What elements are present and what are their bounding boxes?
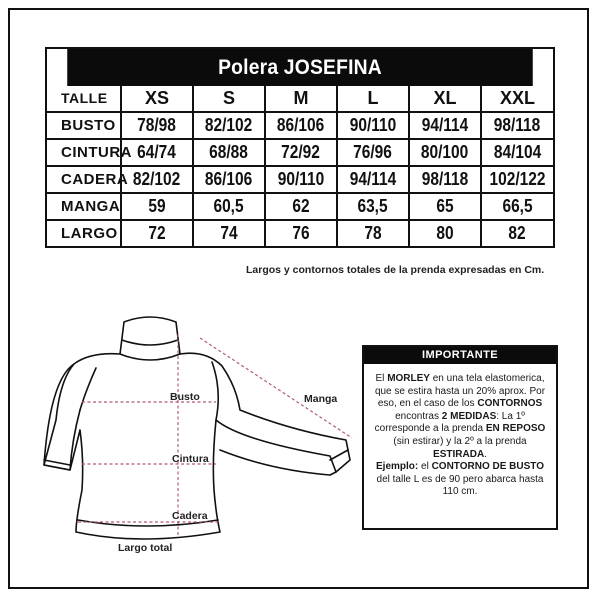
cell-value: 90/110 [349,115,397,135]
table-cell [409,112,481,139]
info-text: . [484,448,487,460]
cadera-label: Cadera [172,510,208,522]
chart-title: Polera JOSEFINA [67,49,533,86]
cell-value: 94/114 [349,169,397,189]
table-cell [121,193,193,220]
largo-total-label: Largo total [118,542,173,554]
row-label: MANGA [47,193,121,220]
table-cell [121,220,193,246]
table-cell [337,139,409,166]
cell-value: 98/118 [421,169,469,189]
info-text: en una tela elastomerica, que se estira hasta un 20% aprox. Por eso, en el caso de los [374,373,546,410]
info-estirada: ESTIRADA [433,448,485,460]
table-cell [193,220,265,246]
table-cell [409,193,481,220]
talle-header: TALLE [47,86,121,112]
table-row-cadera [47,166,553,193]
info-brand: MORLEY [387,373,430,384]
cell-value: 90/110 [277,169,325,189]
measurement-note: Largos y contornos totales de la prenda expresadas en Cm. [246,264,545,276]
collar-fold [122,340,178,345]
table-row-largo [47,220,553,246]
row-label: CINTURA [47,139,121,166]
table-row-manga [47,193,553,220]
cell-value: 84/104 [493,142,542,162]
cell-value: 66,5 [502,196,533,216]
cell-value: 82/102 [205,115,253,135]
info-text: : La 1º corresponde a la prenda [374,410,525,435]
cell-value: 60,5 [213,196,245,216]
size-header-s: S [193,86,265,112]
info-contorno-busto: CONTORNO DE BUSTO [431,461,544,473]
cell-value: 68/88 [209,142,249,162]
table-cell [265,193,337,220]
cell-value: 76 [292,223,310,243]
table-cell [193,166,265,193]
table-cell [481,139,553,166]
table-cell [265,220,337,246]
cell-value: 82/102 [133,169,181,189]
info-text: del talle L es de 90 pero abarca hasta 110 cm. [376,473,544,498]
cell-value: 94/114 [421,115,469,135]
table-cell [121,112,193,139]
table-cell [337,112,409,139]
size-header-xs: XS [121,86,193,112]
table-cell [481,220,553,246]
row-label: CADERA [47,166,121,193]
important-text [364,364,556,499]
info-text: el [418,461,432,473]
info-dos-medidas: 2 MEDIDAS [441,410,497,422]
busto-label: Busto [170,391,200,403]
important-heading: IMPORTANTE [364,347,556,364]
cell-value: 74 [220,223,238,243]
table-row-busto [47,112,553,139]
table-cell [121,166,193,193]
collar-outline [120,317,180,360]
size-header-l: L [337,86,409,112]
table-cell [409,139,481,166]
cell-value: 76/96 [353,142,393,162]
info-reposo: EN REPOSO [485,423,546,435]
cell-value: 59 [148,196,166,216]
cell-value: 72 [148,223,166,243]
size-chart [45,47,555,248]
table-cell [337,220,409,246]
size-header-m: M [265,86,337,112]
important-box [362,345,558,530]
table-cell [409,220,481,246]
size-table [47,86,553,246]
table-cell [193,193,265,220]
cell-value: 86/106 [205,169,253,189]
info-contornos: CONTORNOS [477,398,543,410]
table-cell [193,112,265,139]
size-header-xl: XL [409,86,481,112]
table-cell [193,139,265,166]
cell-value: 63,5 [357,196,389,216]
size-header-xxl: XXL [481,86,553,112]
table-cell [265,139,337,166]
cell-value: 65 [436,196,454,216]
cell-value: 80/100 [421,142,469,162]
table-cell [481,166,553,193]
size-header-row [47,86,553,112]
table-row-cintura [47,139,553,166]
cell-value: 102/122 [489,169,546,189]
info-text: encontras [395,410,442,422]
table-cell [409,166,481,193]
garment-diagram [30,310,370,570]
cell-value: 98/118 [494,115,541,135]
table-cell [337,166,409,193]
cell-value: 80 [436,223,454,243]
row-label: BUSTO [47,112,121,139]
cell-value: 78/98 [137,115,177,135]
table-cell [481,193,553,220]
cell-value: 82 [508,223,527,243]
left-seam [80,368,96,410]
table-cell [265,166,337,193]
cell-value: 62 [292,196,310,216]
info-text: El [375,373,388,384]
info-ejemplo-label: Ejemplo: [376,461,419,473]
row-label: LARGO [47,220,121,246]
cintura-label: Cintura [172,453,209,465]
cell-value: 72/92 [281,142,321,162]
right-cuff [330,450,348,460]
table-cell [337,193,409,220]
info-text: (sin estirar) y la 2º a la prenda [393,435,527,447]
cell-value: 86/106 [277,115,325,135]
table-cell [265,112,337,139]
table-cell [481,112,553,139]
cell-value: 64/74 [137,142,177,162]
right-seam [212,362,218,420]
manga-label: Manga [304,393,338,405]
cell-value: 78 [364,223,382,243]
left-cuff [44,460,70,465]
